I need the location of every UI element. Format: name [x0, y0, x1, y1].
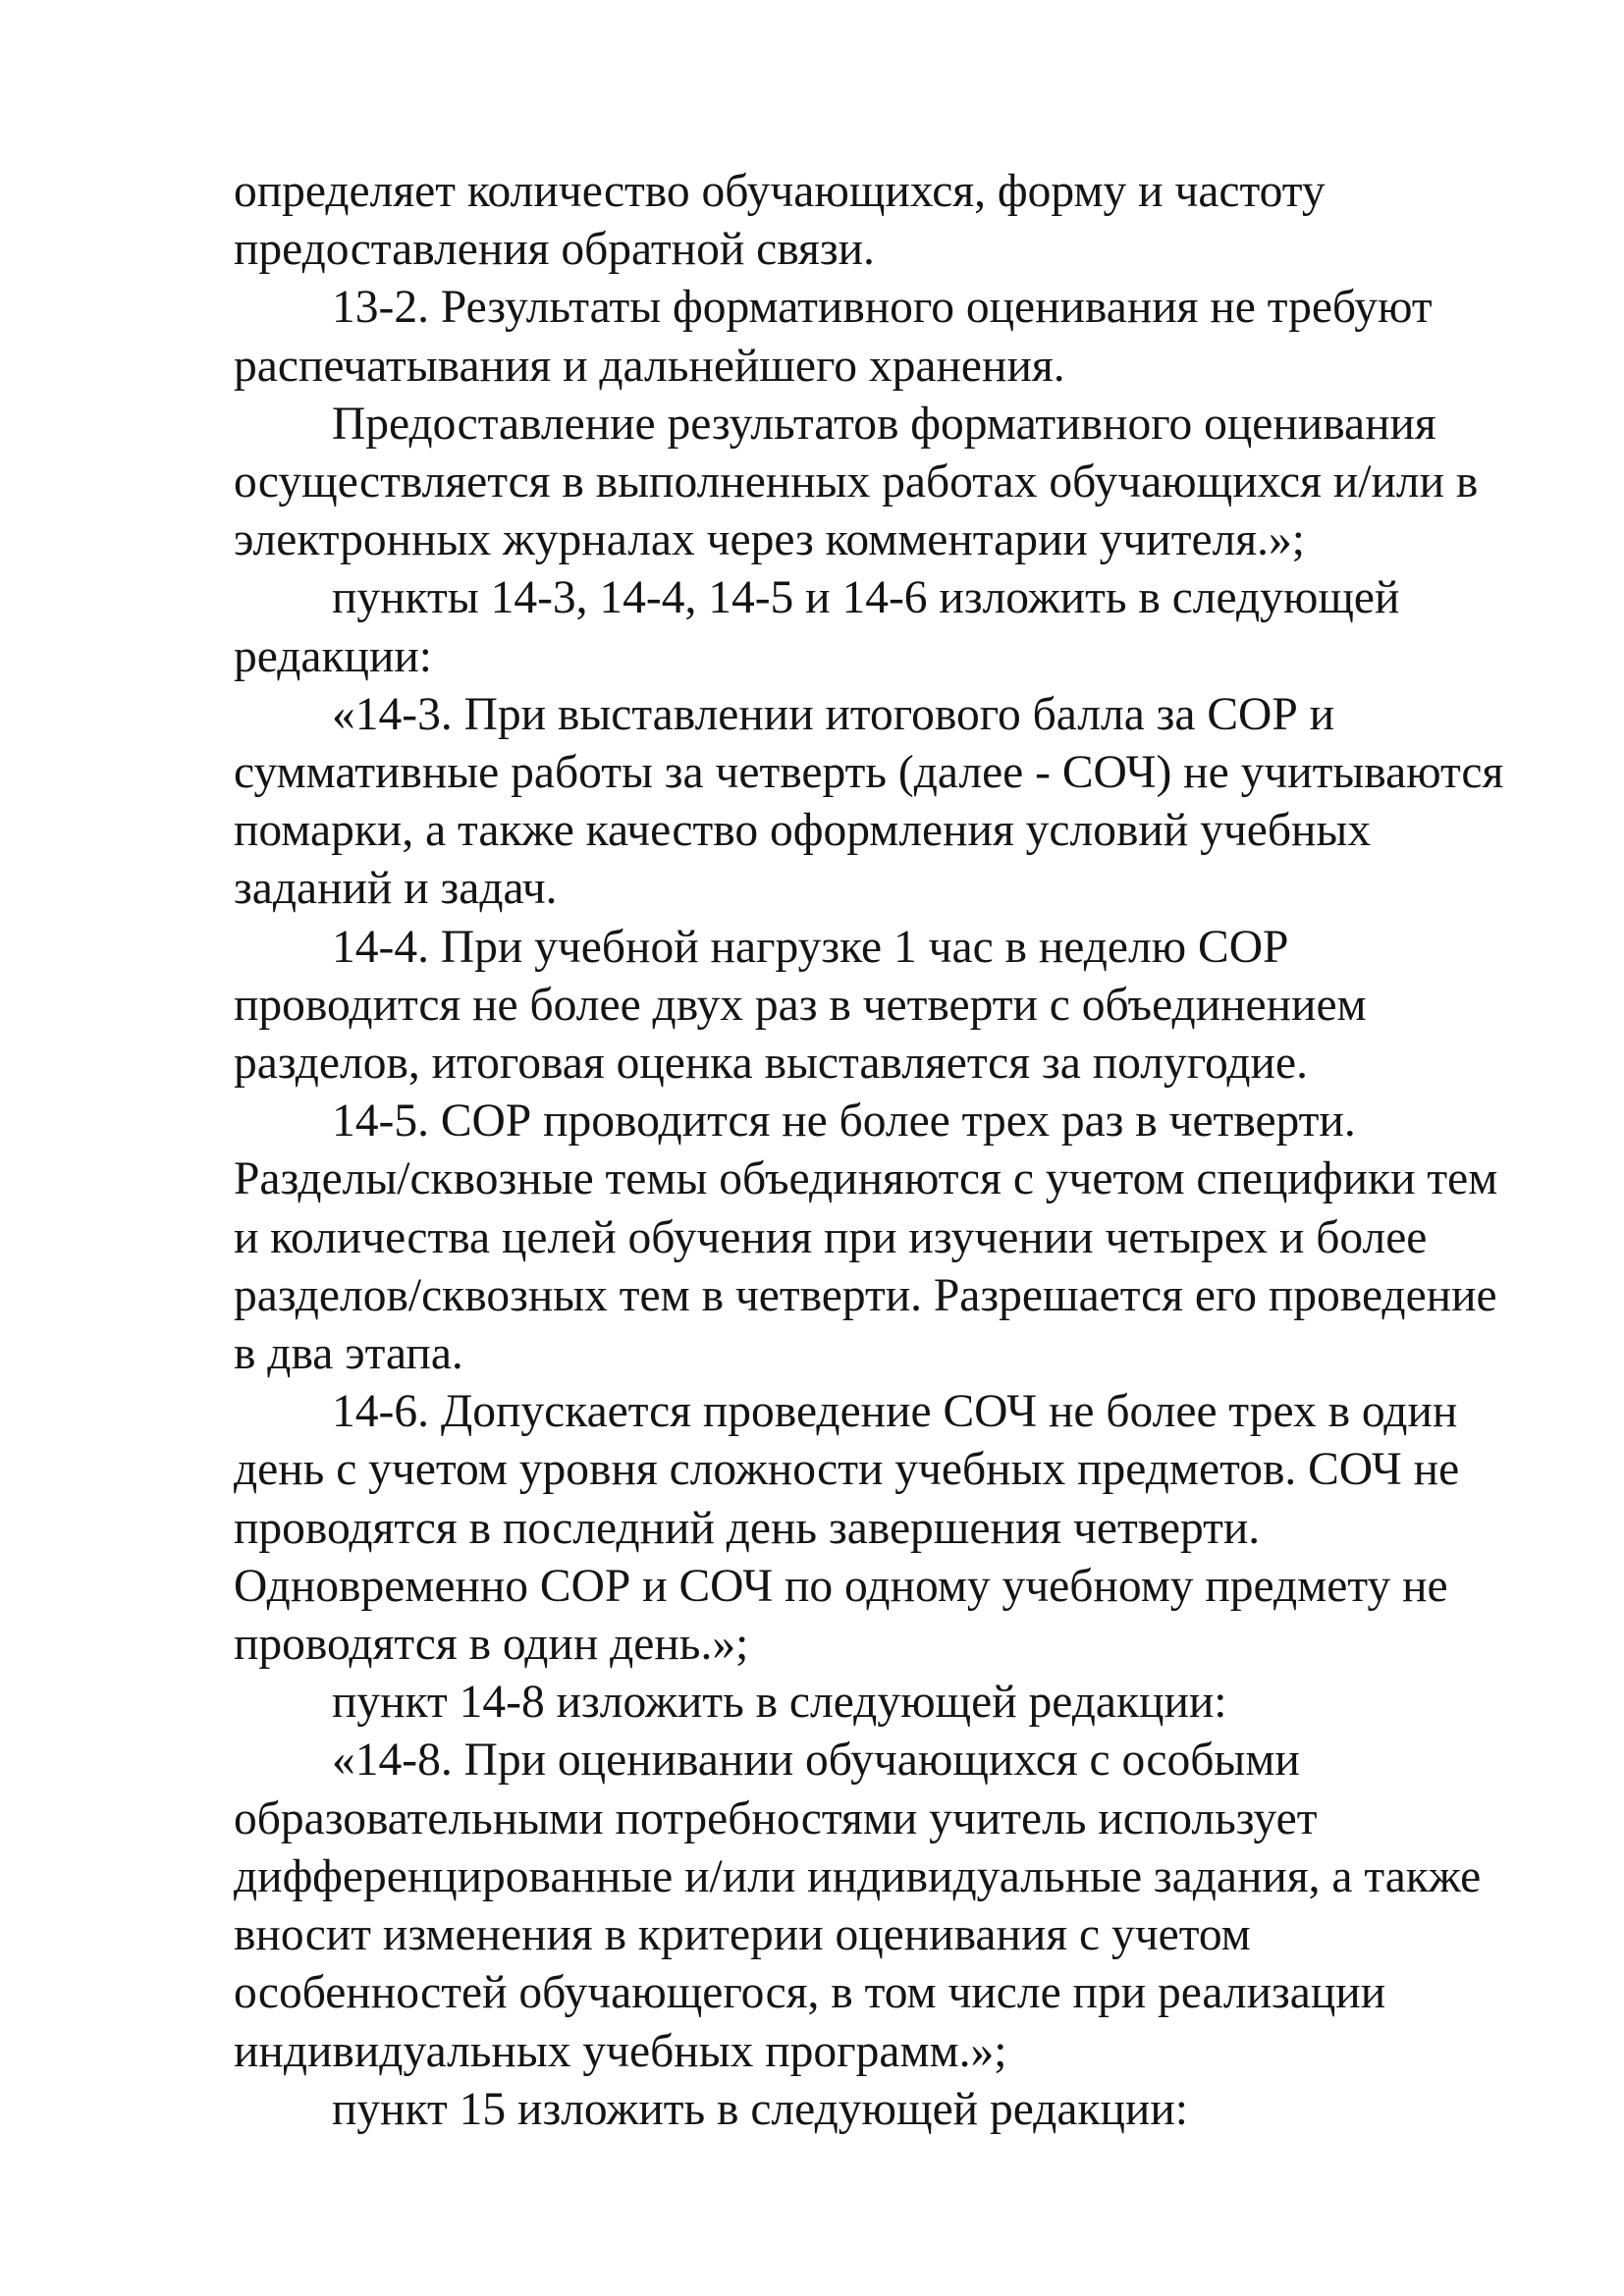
text-line: Предоставление результатов формативного оценивания: [332, 398, 1436, 450]
text-line: предоставления обратной связи.: [234, 224, 875, 276]
text-line: помарки, а также качество оформления условий учебных: [234, 805, 1372, 857]
text-line: и количества целей обучения при изучении четырех и более: [234, 1211, 1428, 1263]
text-line: вносит изменения в критерии оценивания с учетом: [234, 1909, 1251, 1961]
text-line: 14-4. При учебной нагрузке 1 час в неделю СОР: [332, 921, 1289, 973]
text-line: образовательными потребностями учитель использует: [234, 1792, 1318, 1844]
text-line: пункт 14-8 изложить в следующей редакции:: [332, 1677, 1227, 1729]
text-line: 13-2. Результаты формативного оценивания не требуют: [332, 282, 1433, 334]
text-line: осуществляется в выполненных работах обучающихся и/или в: [234, 456, 1479, 508]
text-line: определяет количество обучающихся, форму и частоту: [234, 166, 1326, 217]
text-line: заданий и задач.: [234, 863, 558, 915]
text-line: разделов, итоговая оценка выставляется за полугодие.: [234, 1038, 1308, 1090]
text-line: распечатывания и дальнейшего хранения.: [234, 340, 1065, 392]
text-line: электронных журналах через комментарии учителя.»;: [234, 514, 1305, 566]
text-line: «14-8. При оценивании обучающихся с особыми: [332, 1735, 1300, 1787]
text-line: 14-5. СОР проводится не более трех раз в четверти.: [332, 1095, 1356, 1148]
text-line: проводятся в последний день завершения четверти.: [234, 1502, 1261, 1554]
text-line: редакции:: [234, 630, 432, 682]
document-body: [234, 163, 1528, 2139]
text-line: 14-6. Допускается проведение СОЧ не более трех в один: [332, 1386, 1458, 1438]
text-line: пункт 15 изложить в следующей редакции:: [332, 2083, 1188, 2135]
text-line: дифференцированные и/или индивидуальные задания, а также: [234, 1850, 1482, 1902]
text-line: индивидуальных учебных программ.»;: [234, 2025, 1007, 2077]
text-line: проводится не более двух раз в четверти с объединением: [234, 979, 1367, 1031]
text-line: день с учетом уровня сложности учебных предметов. СОЧ не: [234, 1444, 1460, 1496]
text-line: разделов/сквозных тем в четверти. Разрешается его проведение: [234, 1269, 1497, 1321]
text-line: в два этапа.: [234, 1328, 463, 1380]
text-line: «14-3. При выставлении итогового балла за СОР и: [332, 688, 1335, 740]
text-line: Одновременно СОР и СОЧ по одному учебному предмету не: [234, 1560, 1448, 1612]
text-line: проводятся в один день.»;: [234, 1619, 749, 1671]
text-line: пункты 14-3, 14-4, 14-5 и 14-6 изложить в следующей: [332, 572, 1400, 624]
text-line: Разделы/сквозные темы объединяются с учетом специфики тем: [234, 1153, 1498, 1205]
text-line: особенностей обучающегося, в том числе при реализации: [234, 1967, 1386, 2019]
text-line: суммативные работы за четверть (далее - СОЧ) не учитываются: [234, 747, 1504, 799]
